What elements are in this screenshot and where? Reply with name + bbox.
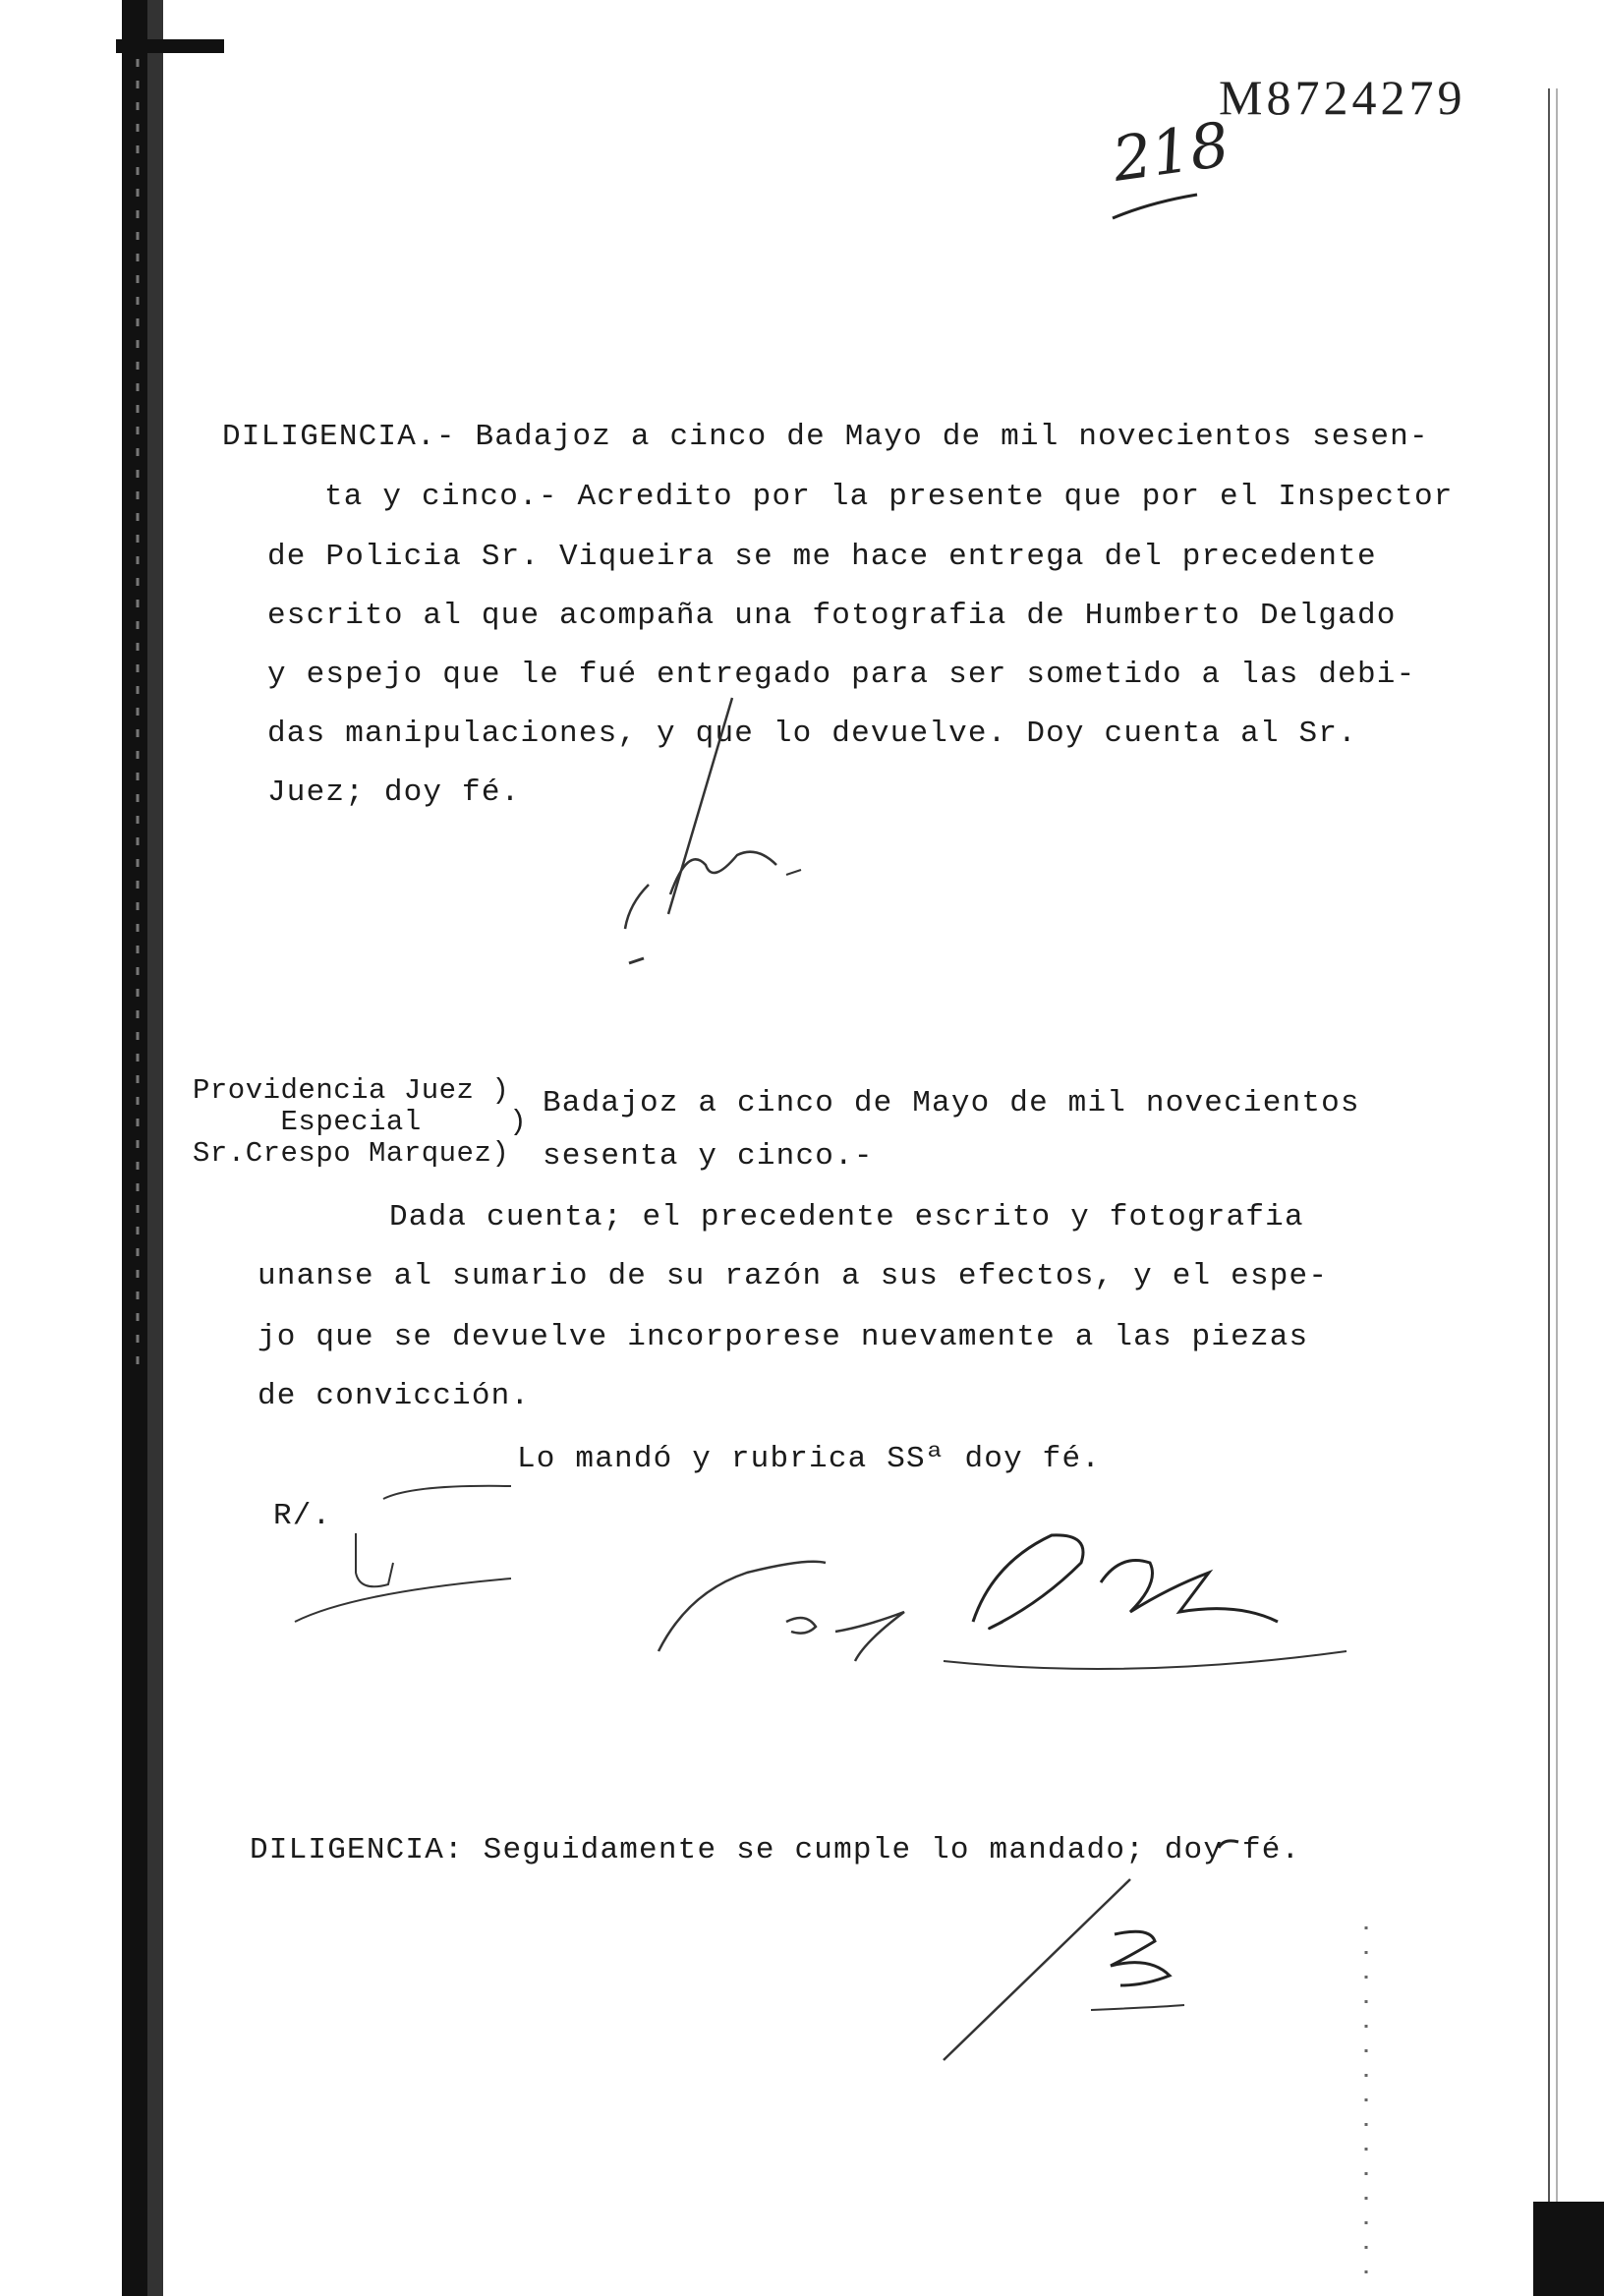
margin-line: Sr.Crespo Marquez)	[193, 1137, 510, 1170]
document-number: M8724279	[1219, 70, 1466, 125]
folio-number: 218	[1108, 108, 1233, 196]
providencia-header-line: Badajoz a cinco de Mayo de mil novecientos	[543, 1086, 1360, 1120]
diligencia-first-line: ta y cinco.- Acredito por la presente que por el Inspector	[324, 480, 1454, 514]
diligencia-first-line: de Policia Sr. Viqueira se me hace entrega del precedente	[267, 540, 1377, 574]
providencia-body-line: jo que se devuelve incorporese nuevamente a las piezas	[258, 1320, 1309, 1354]
margin-line: Providencia Juez )	[193, 1074, 510, 1107]
diligencia-second-line: DILIGENCIA: Seguidamente se cumple lo mandado; doy fé.	[250, 1833, 1301, 1867]
diligencia-first-line: DILIGENCIA.- Badajoz a cinco de Mayo de mil novecientos sesen-	[222, 420, 1429, 454]
diligencia-first-line: Juez; doy fé.	[267, 775, 521, 810]
diligencia-first-line: escrito al que acompaña una fotografia de Humberto Delgado	[267, 599, 1397, 633]
diligencia-first-line: das manipulaciones, y que lo devuelve. Doy cuenta al Sr.	[267, 717, 1357, 751]
providencia-body-line: de convicción.	[258, 1379, 531, 1413]
providencia-header-line: sesenta y cinco.-	[543, 1139, 874, 1174]
providencia-closing: Lo mandó y rubrica SSª doy fé.	[517, 1442, 1102, 1476]
rubric-mark: R/.	[273, 1499, 332, 1533]
providencia-body-line: unanse al sumario de su razón a sus efectos, y el espe-	[258, 1259, 1329, 1293]
margin-line: Especial )	[193, 1106, 528, 1138]
providencia-body-line: Dada cuenta; el precedente escrito y fotografia	[389, 1200, 1304, 1234]
diligencia-first-line: y espejo que le fué entregado para ser sometido a las debi-	[267, 658, 1416, 692]
